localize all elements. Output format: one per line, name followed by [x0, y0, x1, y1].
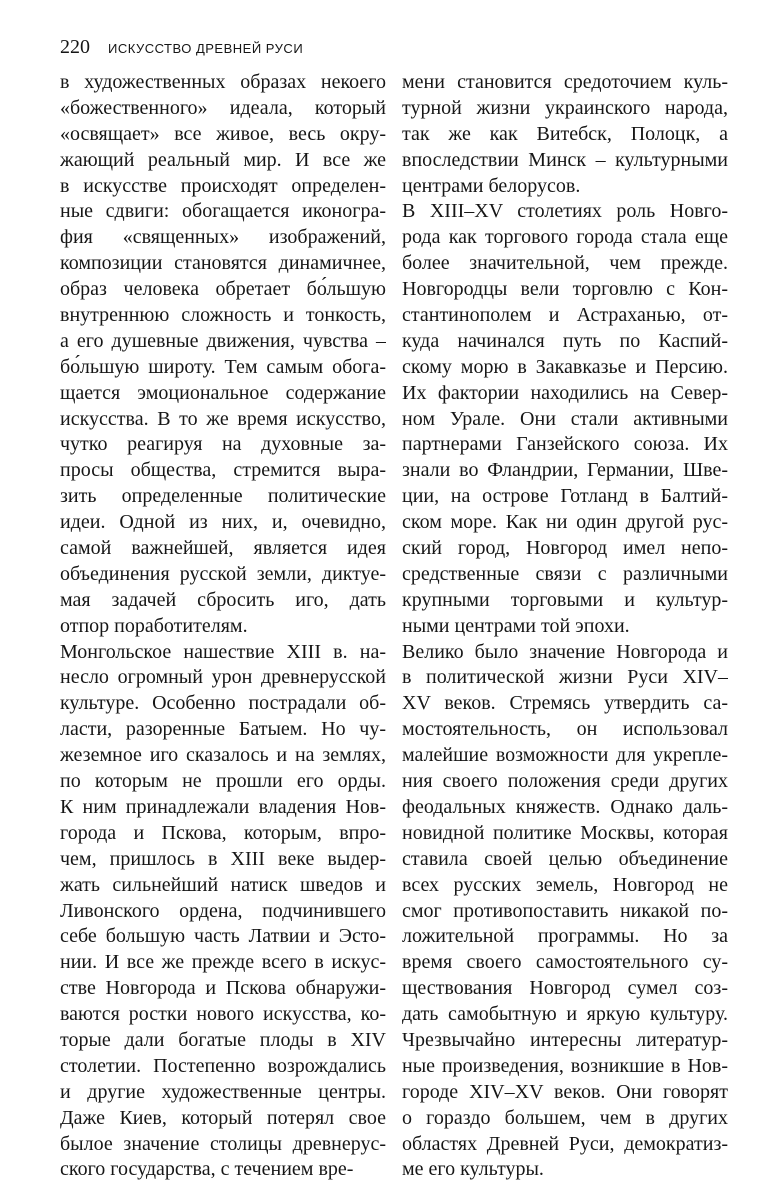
- text-line: жающий реальный мир. И все же: [60, 148, 386, 171]
- text-line: мостоятельность, он использовал: [402, 718, 728, 741]
- text-line: ществования Новгород сумел соз-: [402, 977, 728, 1000]
- text-line: композиции становятся динамичнее,: [60, 252, 386, 275]
- text-line: городе XIV–XV веков. Они говорят: [402, 1080, 728, 1103]
- text-line: средственные связи с различными: [402, 562, 728, 585]
- text-line: культуре. Особенно пострадали об-: [60, 692, 386, 715]
- text-line: несло огромный урон древнерусской: [60, 666, 386, 689]
- text-line: центрами белорусов.: [402, 174, 581, 197]
- text-line: зить определенные политические: [60, 485, 386, 508]
- text-line: ном Урале. Они стали активными: [402, 407, 728, 430]
- text-line: о гораздо большем, чем в других: [402, 1106, 728, 1129]
- text-line: знали во Фландрии, Германии, Шве-: [402, 459, 728, 482]
- text-line: самой важнейшей, является идея: [60, 537, 386, 560]
- text-line: ский город, Новгород имел непо-: [402, 537, 728, 560]
- text-line: по которым не прошли его орды.: [60, 770, 386, 793]
- text-line: В XIII–XV столетиях роль Новго-: [402, 200, 728, 223]
- text-line: рода как торгового города стала еще: [402, 226, 728, 249]
- text-line: жеземное иго сказалось и на землях,: [60, 744, 386, 767]
- text-line: ции, на острове Готланд в Балтий-: [402, 485, 728, 508]
- text-line: «божественного» идеала, который: [60, 96, 386, 119]
- text-line: так же как Витебск, Полоцк, а: [402, 122, 728, 145]
- text-line: фия «священных» изображений,: [60, 226, 386, 249]
- text-line: скому морю в Закавказье и Персию.: [402, 355, 728, 378]
- text-line: искусства. В то же время искусство,: [60, 407, 386, 430]
- text-line: отпор поработителям.: [60, 614, 248, 637]
- text-line: малейшие возможности для укрепле-: [402, 744, 728, 767]
- text-line: щается эмоциональное содержание: [60, 381, 386, 404]
- text-line: ные сдвиги: обогащается иконогра-: [60, 200, 386, 223]
- running-head: [60, 32, 303, 62]
- text-line: Новгородцы вели торговлю с Кон-: [402, 278, 728, 301]
- text-line: Ливонского ордена, подчинившего: [60, 899, 386, 922]
- text-line: объединения русской земли, диктуе-: [60, 562, 386, 585]
- text-line: нии. И все же прежде всего в искус-: [60, 951, 386, 974]
- text-line: в искусстве происходят определен-: [60, 174, 386, 197]
- text-line: более значительной, чем прежде.: [402, 252, 728, 275]
- text-line: просы общества, стремится выра-: [60, 459, 386, 482]
- text-line: образ человека обретает бо́льшую: [60, 278, 386, 301]
- text-line: в политической жизни Руси XIV–: [402, 666, 728, 689]
- text-line: ния своего положения среди других: [402, 770, 728, 793]
- text-line: К ним принадлежали владения Нов-: [60, 795, 386, 818]
- text-line: феодальных княжеств. Однако даль-: [402, 795, 728, 818]
- text-line: стве Новгорода и Пскова обнаружи-: [60, 977, 386, 1000]
- text-line: XV веков. Стремясь утвердить са-: [402, 692, 728, 715]
- text-line: мая задачей сбросить иго, дать: [60, 588, 386, 611]
- text-line: дать самобытную и яркую культуру.: [402, 1003, 728, 1026]
- text-line: ложительной программы. Но за: [402, 925, 728, 948]
- text-line: былое значение столицы древнерус-: [60, 1132, 386, 1155]
- text-line: куда начинался путь по Каспий-: [402, 329, 728, 352]
- text-line: мени становится средоточием куль-: [402, 71, 728, 93]
- text-line: смог противопоставить никакой по-: [402, 899, 728, 922]
- text-line: Чрезвычайно интересны литератур-: [402, 1028, 728, 1051]
- text-line: столетии. Постепенно возрождались: [60, 1054, 386, 1077]
- text-line: и другие художественные центры.: [60, 1080, 386, 1103]
- text-line: турной жизни украинского народа,: [402, 96, 728, 119]
- text-line: ваются ростки нового искусства, ко-: [60, 1003, 386, 1026]
- text-line: ласти, разоренные Батыем. Но чу-: [60, 718, 386, 741]
- text-line: ском море. Как ни один другой рус-: [402, 511, 728, 534]
- text-line: чутко реагируя на духовные за-: [60, 433, 386, 456]
- text-line: областях Древней Руси, демократиз-: [402, 1132, 728, 1155]
- text-line: себе большую часть Латвии и Эсто-: [60, 925, 386, 948]
- text-line: Монгольское нашествие XIII в. на-: [60, 640, 386, 663]
- text-line: города и Пскова, которым, впро-: [60, 821, 386, 844]
- text-line: Их фактории находились на Север-: [402, 381, 728, 404]
- text-line: ского государства, с течением вре-: [60, 1158, 354, 1181]
- text-line: Велико было значение Новгорода и: [402, 640, 728, 663]
- text-line: идеи. Одной из них, и, очевидно,: [60, 511, 386, 534]
- text-line: чем, пришлось в XIII веке выдер-: [60, 847, 386, 870]
- text-line: внутреннюю сложность и тонкость,: [60, 304, 386, 327]
- text-line: новидной политике Москвы, которая: [402, 821, 728, 844]
- text-line: ставила своей целью объединение: [402, 847, 728, 870]
- text-line: торые дали богатые плоды в XIV: [60, 1028, 386, 1051]
- text-line: в художественных образах некоего: [60, 71, 386, 93]
- text-line: ме его культуры.: [402, 1158, 544, 1181]
- text-line: впоследствии Минск – культурными: [402, 148, 728, 171]
- running-head-title: ИСКУССТВО ДРЕВНЕЙ РУСИ: [108, 41, 304, 56]
- text-line: бо́льшую широту. Тем самым обога-: [60, 355, 386, 378]
- text-line: а его душевные движения, чувства –: [60, 329, 386, 352]
- left-text-column: [60, 70, 386, 1183]
- text-line: жать сильнейший натиск шведов и: [60, 873, 386, 896]
- text-line: партнерами Ганзейского союза. Их: [402, 433, 728, 456]
- text-line: ные произведения, возникшие в Нов-: [402, 1054, 728, 1077]
- right-text-column: [402, 70, 728, 1183]
- text-line: ными центрами той эпохи.: [402, 614, 630, 637]
- text-line: время своего самостоятельного су-: [402, 951, 728, 974]
- text-line: стантинополем и Астраханью, от-: [402, 304, 728, 327]
- text-line: Даже Киев, который потерял свое: [60, 1106, 386, 1129]
- text-line: всех русских земель, Новгород не: [402, 873, 728, 896]
- text-line: «освящает» все живое, весь окру-: [60, 122, 386, 145]
- text-line: крупными торговыми и культур-: [402, 588, 728, 611]
- page-number: 220: [60, 36, 90, 58]
